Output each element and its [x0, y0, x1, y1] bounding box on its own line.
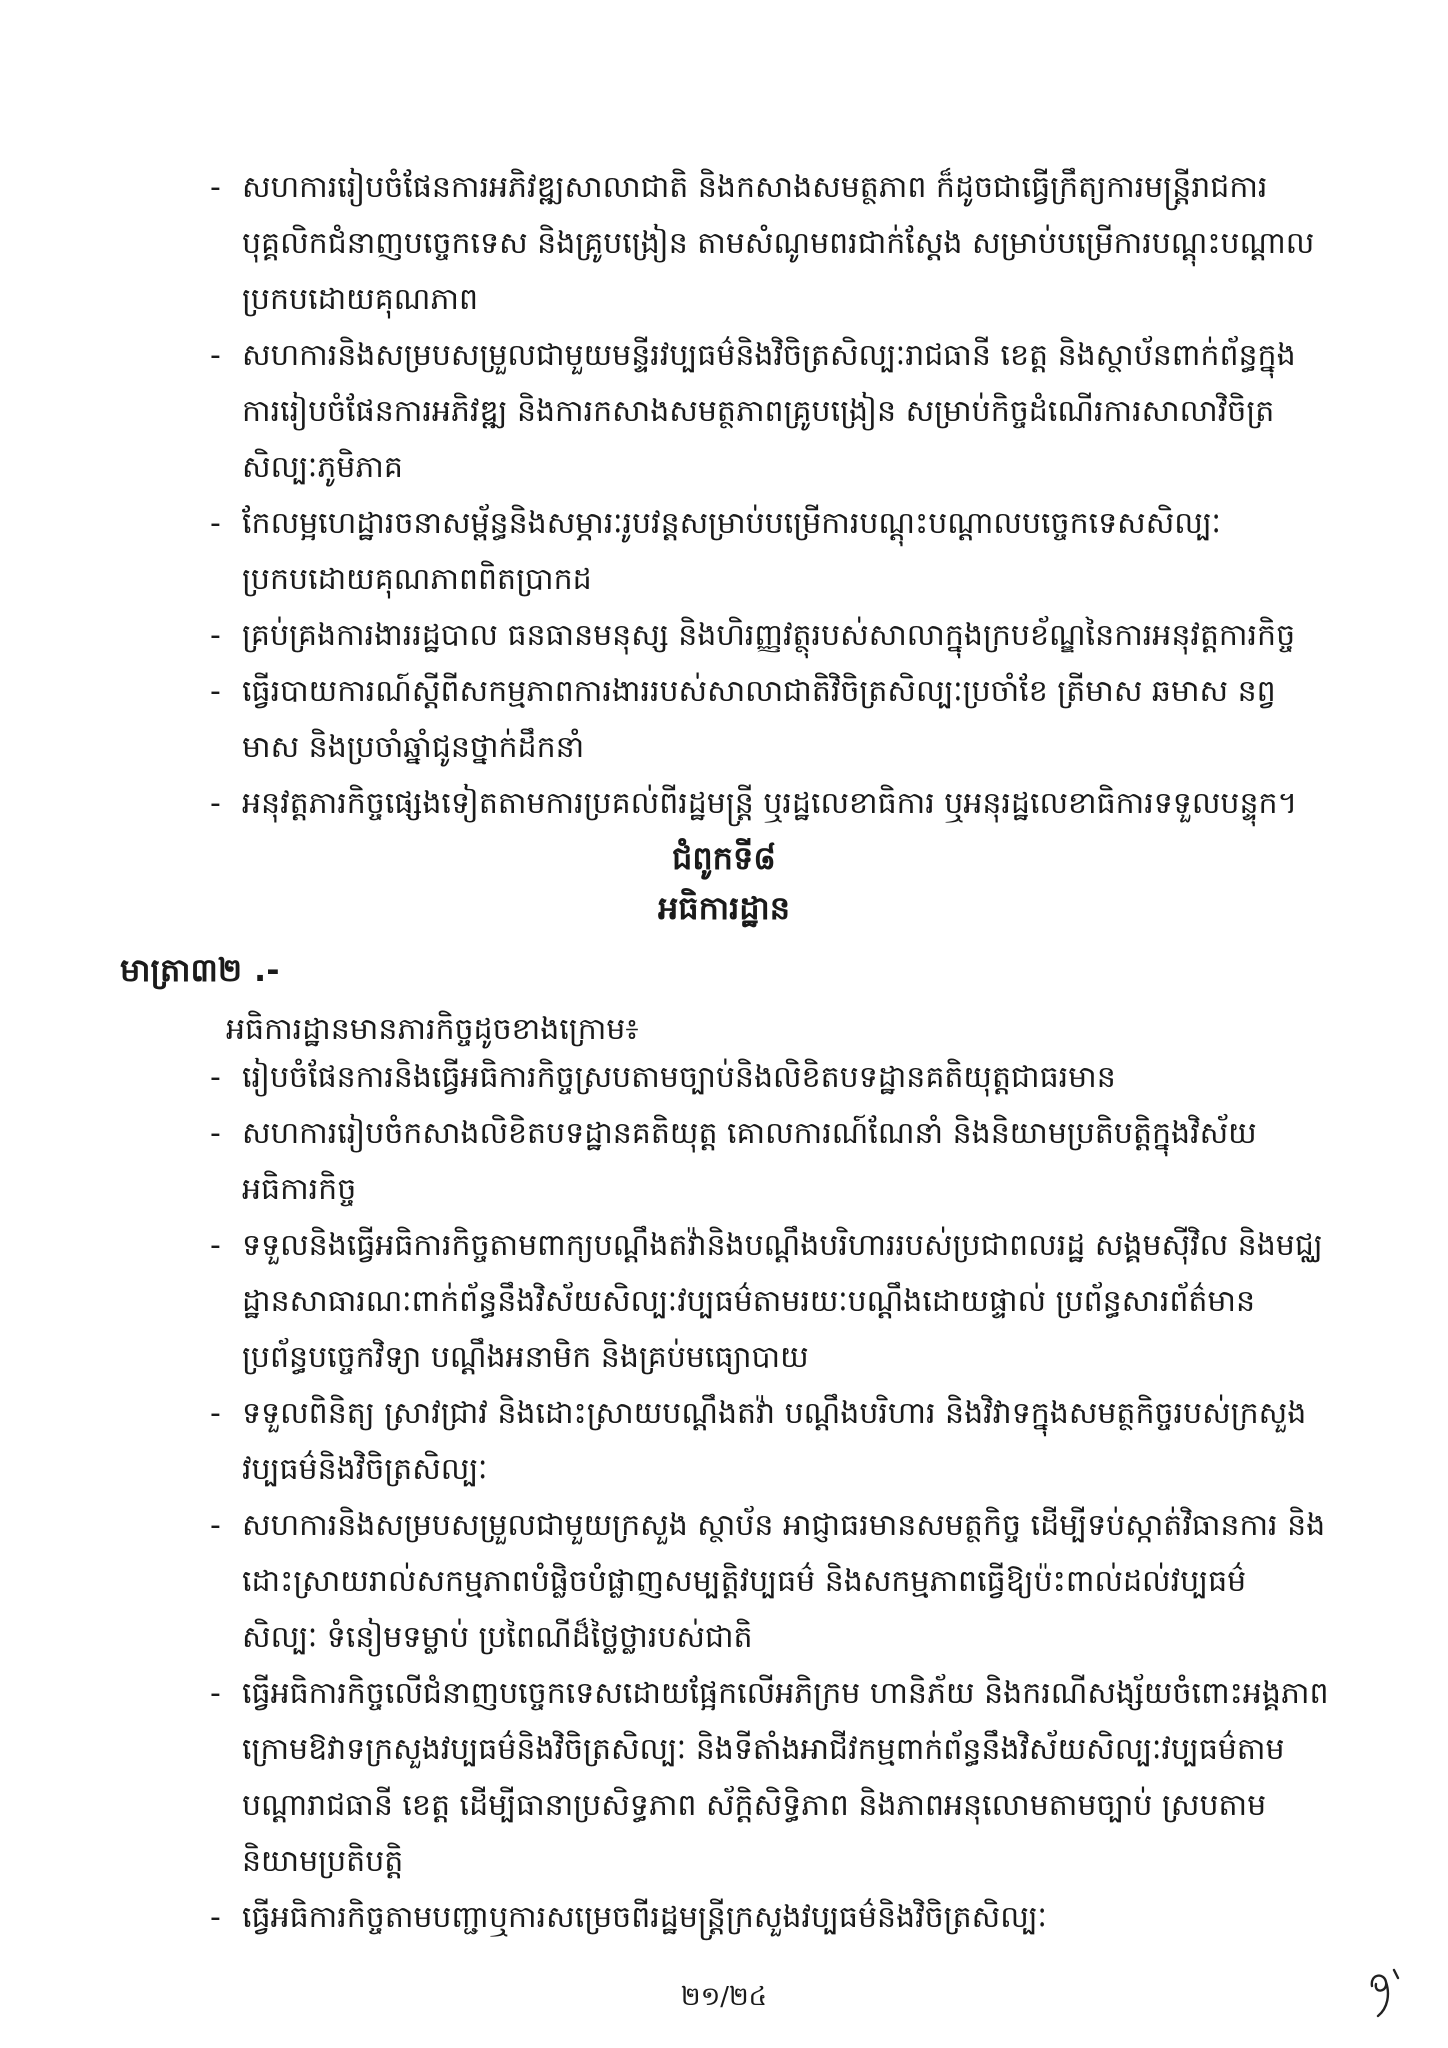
list-item-text: អនុវត្តភារកិច្ចផ្សេងទៀតតាមការប្រគល់ពីរដ្ឋមន្ត្រី ឬរដ្ឋលេខាធិការ ឬអនុរដ្ឋលេខាធិការទទួលបន្ទុក។ [242, 786, 1298, 821]
article-intro: អធិការដ្ឋានមានភារកិច្ចដូចខាងក្រោម៖ [226, 1012, 639, 1047]
bullet-dash: - [210, 1508, 221, 1543]
list-item [210, 1106, 1330, 1218]
list-item [210, 1498, 1330, 1666]
list-item [210, 1218, 1330, 1386]
chapter-number: ជំពូកទី៨ [672, 839, 776, 877]
article-number: មាត្រា៣២ [120, 951, 243, 989]
list-item [210, 664, 1330, 776]
page-number: ២១/២៤ [680, 1982, 768, 2012]
list-item-text: ធ្វើរបាយការណ៍ស្តីពីសកម្មភាពការងាររបស់សាលាជាតិវិចិត្រសិល្បៈប្រចាំខែ ត្រីមាស ឆមាស នព្វមាស និងប្រចាំឆ្នាំជូនថ្នាក់ដឹកនាំ [242, 674, 1276, 765]
duties-list-school [210, 160, 1330, 832]
bullet-dash: - [210, 506, 221, 541]
list-item-text: សហការរៀបចំផែនការអភិវឌ្ឍសាលាជាតិ និងកសាងសមត្ថភាព ក៏ដូចជាធ្វើក្រឹត្យការមន្ត្រីរាជការ បុគ្គលិកជំនាញបច្ចេកទេស និងគ្រូបង្រៀន តាមសំណូមពរជាក់ស្តែង សម្រាប់បម្រើការបណ្តុះបណ្តាលប្រកបដោយគុណភាព [242, 170, 1315, 317]
list-item-text: សហការនិងសម្របសម្រួលជាមួយមន្ទីរវប្បធម៌និងវិចិត្រសិល្បៈរាជធានី ខេត្ត និងស្ថាប័នពាក់ព័ន្ធក្នុងការរៀបចំផែនការអភិវឌ្ឍ និងការកសាងសមត្ថភាពគ្រូបង្រៀន សម្រាប់កិច្ចដំណើរការសាលាវិចិត្រសិល្បៈភូមិភាគ [242, 338, 1296, 485]
bullet-dash: - [210, 1900, 221, 1935]
bullet-dash: - [210, 1396, 221, 1431]
list-item-text: សហការរៀបចំកសាងលិខិតបទដ្ឋានគតិយុត្ត គោលការណ៍ណែនាំ និងនិយាមប្រតិបត្តិក្នុងវិស័យអធិការកិច្ច [242, 1116, 1257, 1207]
list-item [210, 1666, 1330, 1890]
list-item [210, 328, 1330, 496]
list-item [210, 496, 1330, 608]
list-item [210, 608, 1330, 664]
list-item-text: សហការនិងសម្របសម្រួលជាមួយក្រសួង ស្ថាប័ន អាជ្ញាធរមានសមត្ថកិច្ច ដើម្បីទប់ស្កាត់វិធានការ និងដោះស្រាយរាល់សកម្មភាពបំផ្លិចបំផ្លាញសម្បត្តិវប្បធម៌ និងសកម្មភាពធ្វើឱ្យប៉ះពាល់ដល់វប្បធម៌ សិល្បៈ ទំនៀមទម្លាប់ ប្រពៃណីដ៏ថ្លៃថ្លារបស់ជាតិ [242, 1508, 1326, 1655]
bullet-dash: - [210, 1116, 221, 1151]
list-item-text: ធ្វើអធិការកិច្ចតាមបញ្ជាឬការសម្រេចពីរដ្ឋមន្ត្រីក្រសួងវប្បធម៌និងវិចិត្រសិល្បៈ [242, 1900, 1047, 1935]
bullet-dash: - [210, 338, 221, 373]
list-item [210, 160, 1330, 328]
article-suffix: .- [254, 951, 280, 989]
list-item-text: កែលម្អហេដ្ឋារចនាសម្ព័ន្ធនិងសម្ភារៈរូបវន្តសម្រាប់បម្រើការបណ្តុះបណ្តាលបច្ចេកទេសសិល្បៈប្រកបដោយគុណភាពពិតប្រាកដ [242, 506, 1221, 597]
article-heading [120, 950, 279, 997]
list-item [210, 776, 1330, 832]
bullet-dash: - [210, 1676, 221, 1711]
list-item-text: រៀបចំផែនការនិងធ្វើអធិការកិច្ចស្របតាមច្បាប់និងលិខិតបទដ្ឋានគតិយុត្តជាធរមាន [242, 1060, 1116, 1095]
list-item-text: ធ្វើអធិការកិច្ចលើជំនាញបច្ចេកទេសដោយផ្អែកលើអភិក្រម ហានិភ័យ និងករណីសង្ស័យចំពោះអង្គភាពក្រោមឱវាទក្រសួងវប្បធម៌និងវិចិត្រសិល្បៈ និងទីតាំងអាជីវកម្មពាក់ព័ន្ធនឹងវិស័យសិល្បៈវប្បធម៌តាមបណ្តារាជធានី ខេត្ត ដើម្បីធានាប្រសិទ្ធភាព ស័ក្តិសិទ្ធិភាព និងភាពអនុលោមតាមច្បាប់ ស្របតាមនិយាមប្រតិបត្តិ [242, 1676, 1329, 1879]
bullet-dash: - [210, 1060, 221, 1095]
bullet-dash: - [210, 618, 221, 653]
bullet-dash: - [210, 1228, 221, 1263]
duties-list-inspectorate [210, 1050, 1330, 1946]
list-item-text: គ្រប់គ្រងការងាររដ្ឋបាល ធនធានមនុស្ស និងហិរញ្ញវត្ថុរបស់សាលាក្នុងក្របខ័ណ្ឌនៃការអនុវត្តការកិច្ច [242, 618, 1296, 653]
bullet-dash: - [210, 674, 221, 709]
handwritten-initial [1364, 1964, 1410, 2020]
list-item [210, 1386, 1330, 1498]
bullet-dash: - [210, 170, 221, 205]
chapter-name: អធិការដ្ឋាន [657, 889, 791, 927]
list-item [210, 1050, 1330, 1106]
list-item-text: ទទួលពិនិត្យ ស្រាវជ្រាវ និងដោះស្រាយបណ្តឹងតវ៉ា បណ្តឹងបរិហារ និងវិវាទក្នុងសមត្ថកិច្ចរបស់ក្រសួងវប្បធម៌និងវិចិត្រសិល្បៈ [242, 1396, 1307, 1487]
list-item-text: ទទួលនិងធ្វើអធិការកិច្ចតាមពាក្យបណ្តឹងតវ៉ានិងបណ្តឹងបរិហាររបស់ប្រជាពលរដ្ឋ សង្គមស៊ីវិល និងមជ្ឈដ្ឋានសាធារណៈពាក់ព័ន្ធនឹងវិស័យសិល្បៈវប្បធម៌តាមរយៈបណ្តឹងដោយផ្ទាល់ ប្រព័ន្ធសារព័ត៌មាន ប្រព័ន្ធបច្ចេកវិទ្យា បណ្តឹងអនាមិក និងគ្រប់មធ្យោបាយ [242, 1228, 1323, 1375]
list-item [210, 1890, 1330, 1946]
bullet-dash: - [210, 786, 221, 821]
